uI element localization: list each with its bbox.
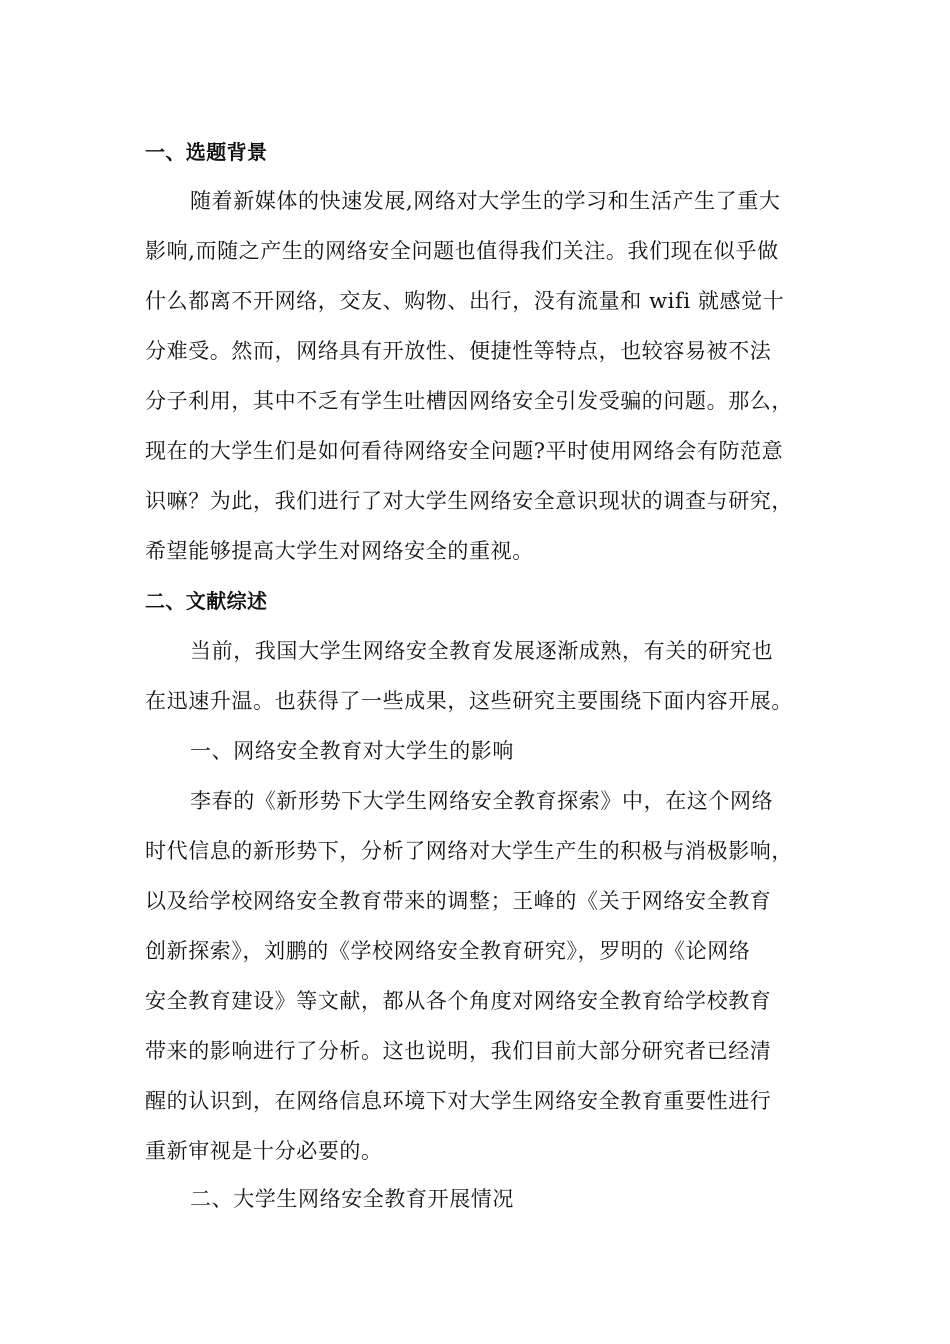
paragraph-line: 以及给学校网络安全教育带来的调整；王峰的《关于网络安全教育: [145, 889, 772, 913]
paragraph-line: 什么都离不开网络，交友、购物、出行，没有流量和 wifi 就感觉十: [145, 289, 785, 313]
paragraph-line: 李春的《新形势下大学生网络安全教育探索》中，在这个网络: [190, 789, 774, 813]
paragraph-line: 影响,而随之产生的网络安全问题也值得我们关注。我们现在似乎做: [145, 239, 779, 263]
subsection-title: 二、大学生网络安全教育开展情况: [190, 1187, 514, 1211]
paragraph-line: 识嘛？为此，我们进行了对大学生网络安全意识现状的调查与研究，: [145, 489, 793, 513]
paragraph-line: 希望能够提高大学生对网络安全的重视。: [145, 539, 534, 563]
paragraph-line: 时代信息的新形势下，分析了网络对大学生产生的积极与消极影响，: [145, 839, 793, 863]
paragraph-line: 醒的认识到，在网络信息环境下对大学生网络安全教育重要性进行: [145, 1089, 772, 1113]
section-heading-literature: 二、文献综述: [145, 589, 268, 613]
paragraph-line: 分难受。然而，网络具有开放性、便捷性等特点，也较容易被不法: [145, 339, 772, 363]
paragraph-line: 在迅速升温。也获得了一些成果，这些研究主要围绕下面内容开展。: [145, 689, 793, 713]
section-heading-background: 一、选题背景: [145, 140, 268, 164]
paragraph-line: 带来的影响进行了分析。这也说明，我们目前大部分研究者已经清: [145, 1039, 772, 1063]
paragraph-line: 分子利用，其中不乏有学生吐槽因网络安全引发受骗的问题。那么，: [145, 389, 793, 413]
subsection-title: 一、网络安全教育对大学生的影响: [190, 739, 514, 763]
paragraph-line: 安全教育建设》等文献，都从各个角度对网络安全教育给学校教育: [145, 989, 772, 1013]
paragraph-line: 当前，我国大学生网络安全教育发展逐渐成熟，有关的研究也: [190, 639, 774, 663]
paragraph-line: 现在的大学生们是如何看待网络安全问题?平时使用网络会有防范意: [145, 439, 784, 463]
paragraph-line: 重新审视是十分必要的。: [145, 1139, 383, 1163]
paragraph-line: 创新探索》，刘鹏的《学校网络安全教育研究》，罗明的《论网络: [145, 939, 751, 963]
paragraph-line: 随着新媒体的快速发展,网络对大学生的学习和生活产生了重大: [190, 189, 781, 213]
